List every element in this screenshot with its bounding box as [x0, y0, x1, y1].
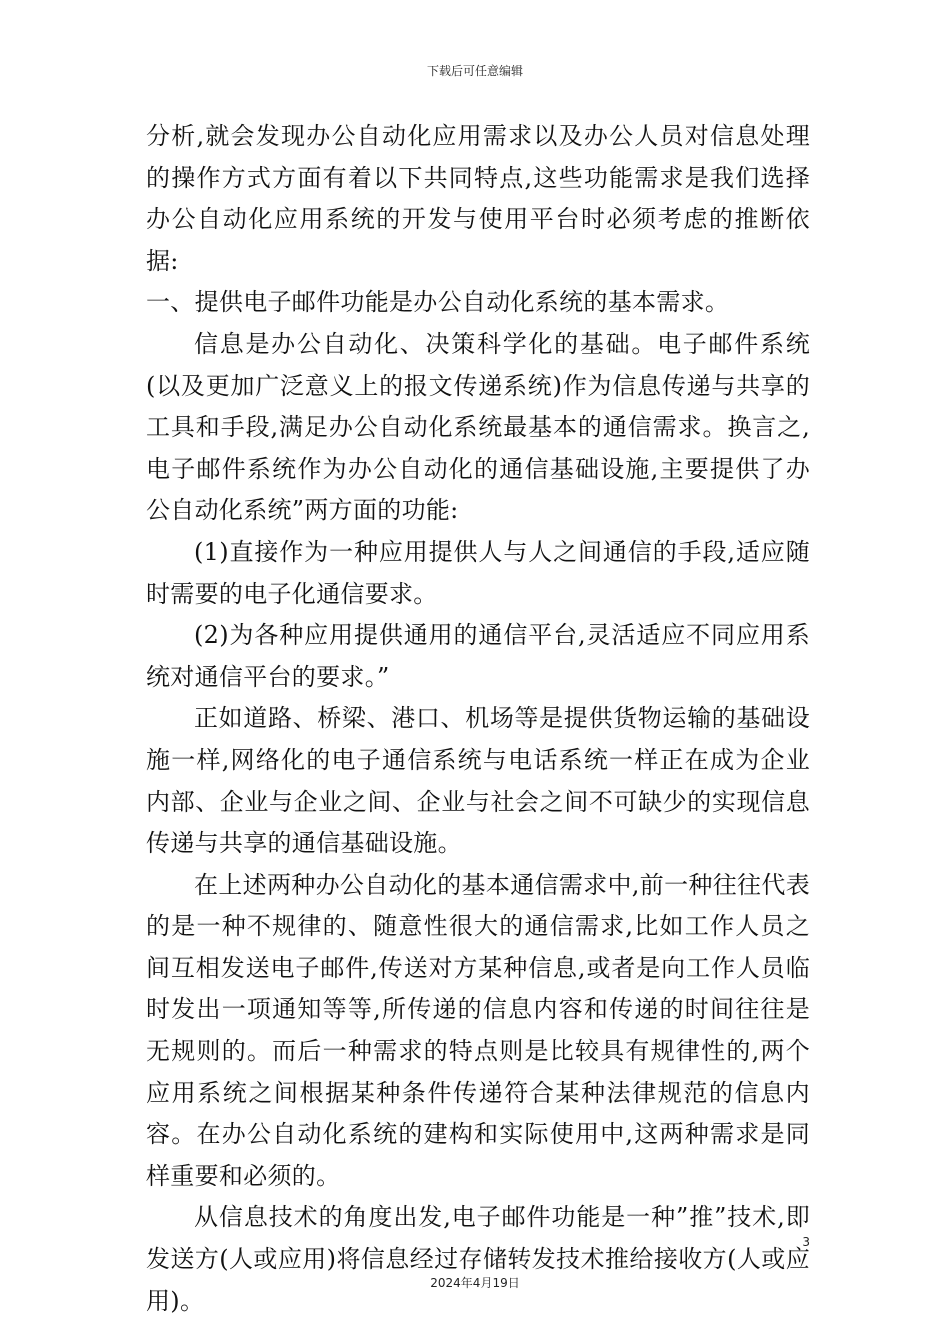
paragraph-5: 从信息技术的角度出发,电子邮件功能是一种”推”技术,即发送方(人或应用)将信息经过存储转发技术推给接收方(人或应用)。 [146, 1203, 810, 1315]
paragraph-3: 正如道路、桥梁、港口、机场等是提供货物运输的基础设施一样,网络化的电子通信系统与电话系统一样正在成为企业内部、企业与企业之间、企业与社会之间不可缺少的实现信息传递与共享的通信基础设施。 [146, 704, 810, 858]
page-number: 3 [802, 1235, 810, 1249]
section-heading: 一、提供电子邮件功能是办公自动化系统的基本需求。 [146, 288, 730, 317]
list-item-2: (2)为各种应用提供通用的通信平台,灵活适应不同应用系统对通信平台的要求。” [146, 621, 810, 691]
paragraph-4: 在上述两种办公自动化的基本通信需求中,前一种往往代表的是一种不规律的、随意性很大的通信需求,比如工作人员之间互相发送电子邮件,传送对方某种信息,或者是向工作人员临时发出一项通知等等,所传递的信息内容和传递的时间往往是无规则的。而后一种需求的特点则是比较具有规律性的,两个应用系统之间根据某种条件传递符合某种法律规范的信息内容。在办公自动化系统的建构和实际使用中,这两种需求是同样重要和必须的。 [146, 870, 810, 1190]
paragraph-1: 分析,就会发现办公自动化应用需求以及办公人员对信息处理的操作方式方面有着以下共同特点,这些功能需求是我们选择办公自动化应用系统的开发与使用平台时必须考虑的推断依据: [146, 122, 810, 275]
list-item-1: (1)直接作为一种应用提供人与人之间通信的手段,适应随时需要的电子化通信要求。 [146, 537, 810, 608]
paragraph-2: 信息是办公自动化、决策科学化的基础。电子邮件系统(以及更加广泛意义上的报文传递系统)作为信息传递与共享的工具和手段,满足办公自动化系统最基本的通信需求。换言之,电子邮件系统作为办公自动化的通信基础设施,主要提供了办公自动化系统”两方面的功能: [146, 329, 810, 525]
footer-date: 2024年4月19日 [430, 1276, 520, 1290]
body-text [146, 116, 810, 1322]
page-header: 下载后可任意编辑 [426, 64, 523, 78]
